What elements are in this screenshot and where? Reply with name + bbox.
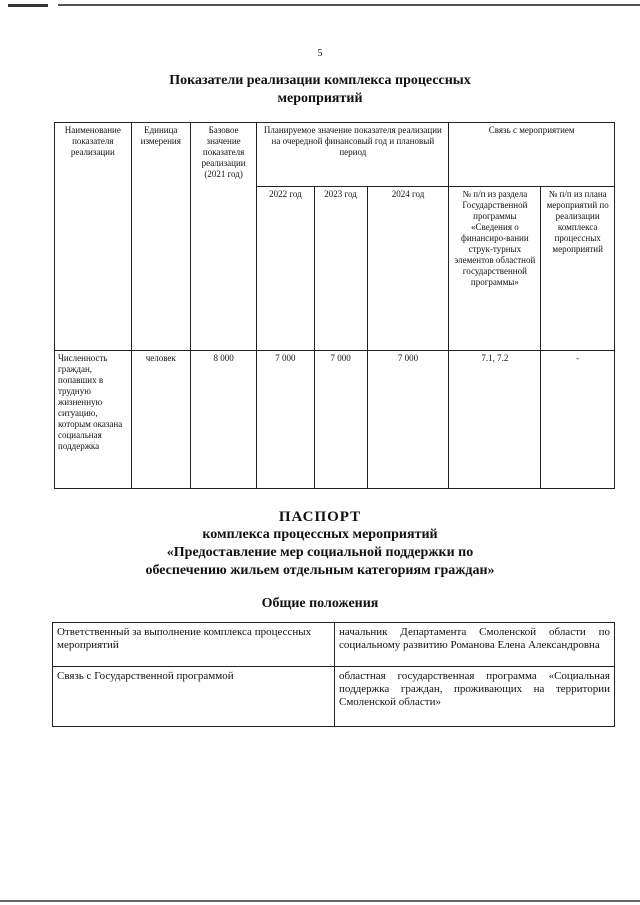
general-label-program: Связь с Государственной программой bbox=[53, 667, 335, 727]
page-number: 5 bbox=[317, 48, 323, 59]
scan-bottom-line bbox=[0, 900, 640, 902]
header-plan-no: № п/п из плана мероприятий по реализации комплекса процессных мероприятий bbox=[541, 187, 615, 351]
passport-line-2: «Предоставление мер социальной поддержки по bbox=[166, 545, 474, 560]
cell-plan-no: - bbox=[541, 351, 615, 489]
cell-2023: 7 000 bbox=[314, 351, 367, 489]
indicators-table bbox=[54, 122, 615, 489]
header-planned: Планируемое значение показателя реализации на очередной финансовый год и плановый период bbox=[257, 123, 449, 187]
header-base: Базовое значение показателя реализации (2021 год) bbox=[190, 123, 256, 351]
cell-indicator-name: Численность граждан, попавших в трудную жизненную ситуацию, которым оказана социальная поддержка bbox=[55, 351, 132, 489]
section-title bbox=[0, 72, 640, 108]
header-unit: Единица измерения bbox=[131, 123, 190, 351]
cell-2024: 7 000 bbox=[367, 351, 449, 489]
cell-unit: человек bbox=[131, 351, 190, 489]
passport-title bbox=[0, 508, 640, 580]
general-table bbox=[52, 622, 615, 727]
passport-line-1: комплекса процессных мероприятий bbox=[202, 527, 438, 542]
scan-edge-line bbox=[58, 4, 640, 6]
header-name: Наименование показателя реализации bbox=[55, 123, 132, 351]
scan-edge-mark bbox=[8, 4, 48, 7]
general-label-responsible: Ответственный за выполнение комплекса процессных мероприятий bbox=[53, 623, 335, 667]
cell-section-no: 7.1, 7.2 bbox=[449, 351, 541, 489]
general-heading: Общие положения bbox=[261, 596, 379, 611]
section-title-line-2: мероприятий bbox=[277, 91, 363, 106]
passport-heading: ПАСПОРТ bbox=[278, 509, 362, 525]
cell-2022: 7 000 bbox=[257, 351, 314, 489]
header-2024: 2024 год bbox=[367, 187, 449, 351]
header-link: Связь с мероприятием bbox=[449, 123, 615, 187]
header-2023: 2023 год bbox=[314, 187, 367, 351]
general-value-program: областная государственная программа «Социальная поддержка граждан, проживающих на территории Смоленской области» bbox=[335, 667, 615, 727]
cell-base: 8 000 bbox=[190, 351, 256, 489]
general-value-responsible: начальник Департамента Смоленской области по социальному развитию Романова Елена Александровна bbox=[335, 623, 615, 667]
passport-line-3: обеспечению жильем отдельным категориям граждан» bbox=[145, 563, 495, 578]
header-section-no: № п/п из раздела Государственной программы «Сведения о финансиро-вании струк-турных элементов областной государственной программы» bbox=[449, 187, 541, 351]
section-title-line-1: Показатели реализации комплекса процессных bbox=[169, 73, 471, 88]
header-2022: 2022 год bbox=[257, 187, 314, 351]
